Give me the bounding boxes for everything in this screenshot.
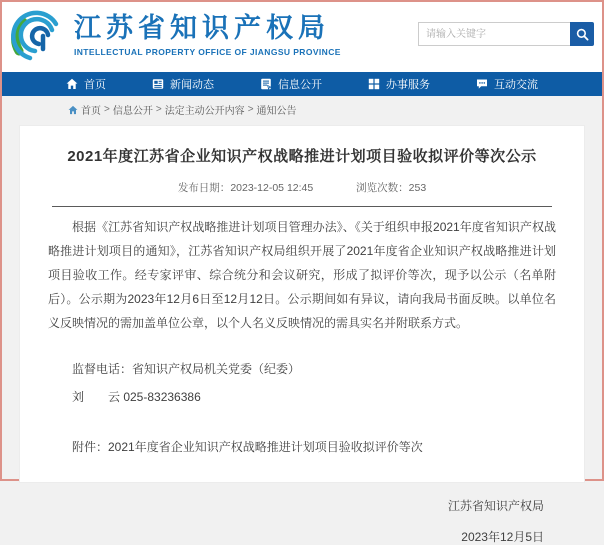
article-body xyxy=(48,215,556,459)
breadcrumb-separator: > xyxy=(155,104,162,115)
search-icon xyxy=(576,28,589,41)
supervision-phone-line: 监督电话：省知识产权局机关党委（纪委） xyxy=(72,362,301,376)
signature-org: 江苏省知识产权局 xyxy=(447,499,544,513)
title-divider xyxy=(52,206,552,207)
search-button[interactable] xyxy=(570,22,594,46)
publish-date-label: 发布日期： xyxy=(177,182,231,194)
breadcrumb-item-home[interactable]: 首页 xyxy=(81,106,101,117)
search-box xyxy=(418,22,594,46)
nav-item-news[interactable] xyxy=(146,72,220,96)
nav-item-services[interactable] xyxy=(362,72,436,96)
publish-date-value: 2023-12-05 12:45 xyxy=(230,182,314,194)
article-paragraph: 根据《江苏省知识产权战略推进计划项目管理办法》、《关于组织申报2021年度省知识产权战略推进计划项目的通知》，江苏省知识产权局组织开展了2021年度省企业知识产权战略推进计划项目验收工作。经专家评审、综合统分和会议研究，形成了拟评价等次，现予以公示（名单附后）。公示期为2023年12月6日至12月12日。公示期间如有异议，请向我局书面反映。以单位名义反映情况的需加盖单位公章，以个人名义反映情况的需具实名并附联系方式。 xyxy=(48,220,556,330)
nav-label: 首页 xyxy=(84,79,106,91)
nav-item-info-disclosure[interactable] xyxy=(254,72,328,96)
article-meta xyxy=(48,180,556,195)
signature-date: 2023年12月5日 xyxy=(461,530,544,544)
breadcrumb-separator: > xyxy=(247,104,254,115)
nav-item-interaction[interactable] xyxy=(470,72,544,96)
chat-icon xyxy=(476,78,488,90)
breadcrumb xyxy=(2,96,602,122)
org-name-cn: 江苏省知识产权局 xyxy=(74,13,330,43)
nav-item-home[interactable] xyxy=(60,72,112,96)
org-names xyxy=(74,12,341,57)
nav-label: 信息公开 xyxy=(278,79,322,91)
attachment-line: 附件：2021年度省企业知识产权战略推进计划项目验收拟评价等次 xyxy=(72,440,423,454)
org-name-en: INTELLECTUAL PROPERTY OFFICE OF JIANGSU PROVINCE xyxy=(74,47,341,57)
main-nav xyxy=(2,72,602,96)
info-disclosure-icon xyxy=(260,78,272,90)
view-count xyxy=(356,182,426,194)
view-count-label: 浏览次数： xyxy=(356,182,409,194)
publish-date xyxy=(178,182,313,194)
nav-label: 新闻动态 xyxy=(170,79,214,91)
view-count-value: 253 xyxy=(408,182,427,194)
home-icon xyxy=(66,78,78,90)
breadcrumb-item-info[interactable]: 信息公开 xyxy=(112,106,153,117)
breadcrumb-item-notices[interactable]: 通知公告 xyxy=(256,106,297,117)
article-card xyxy=(19,125,585,544)
search-input[interactable] xyxy=(418,22,570,46)
contact-line: 刘 云 025-83236386 xyxy=(72,390,201,404)
jsipo-logo-icon xyxy=(10,9,66,65)
breadcrumb-home-icon xyxy=(68,105,78,115)
news-icon xyxy=(152,78,164,90)
site-header xyxy=(2,2,602,72)
signature-block xyxy=(48,497,556,545)
nav-label: 办事服务 xyxy=(386,79,430,91)
services-grid-icon xyxy=(368,78,380,90)
nav-label: 互动交流 xyxy=(494,79,538,91)
breadcrumb-separator: > xyxy=(104,104,110,115)
article-title: 2021年度江苏省企业知识产权战略推进计划项目验收拟评价等次公示 xyxy=(67,148,537,165)
breadcrumb-item-legal-disclosure[interactable]: 法定主动公开内容 xyxy=(164,106,245,117)
